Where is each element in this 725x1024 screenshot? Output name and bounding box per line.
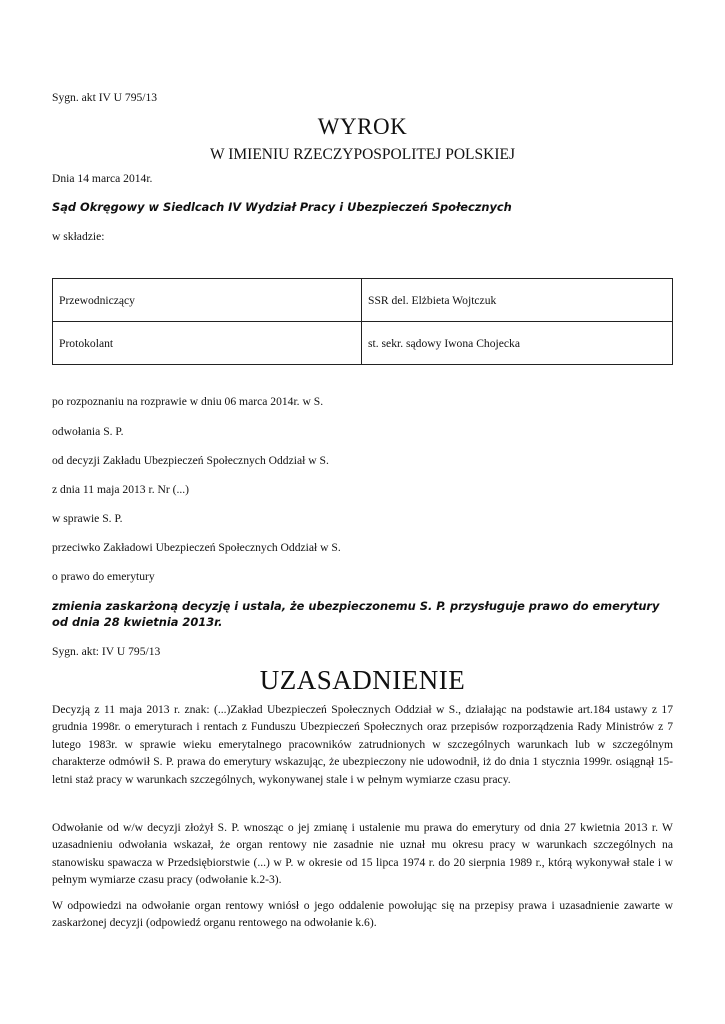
proceedings-line: o prawo do emerytury [52,570,155,583]
proceedings-line: z dnia 11 maja 2013 r. Nr (...) [52,483,190,496]
judgment-title: WYROK [317,114,408,139]
justification-paragraph: W odpowiedzi na odwołanie organ rentowy wniósł o jego oddalenie powołując się na przepisy prawa i uzasadnienie zawarte w zaskarżonej decyzji (odpowiedź organu rentowego na odwołanie k.6). [52,899,673,930]
justification-paragraph: Odwołanie od w/w decyzji złożył S. P. wnosząc o jej zmianę i ustalenie mu prawa do emerytury od dnia 27 kwietnia 2013 r. W uzasadnieniu odwołania wskazał, że organ rentowy nie zasadnie nie uznał mu okresu pracy w warunkach szczególnych na stanowisku spawacza w Przedsiębiorstwie (...) w P. w okresie od 15 lipca 1974 r. do 20 sierpnia 1989 r., którą wykonywał stale i w pełnym wymiarze czasu pracy (odwołanie k.2-3). [52,821,673,887]
role-cell: Protokolant [53,322,362,365]
name-cell: SSR del. Elżbieta Wojtczuk [362,279,673,322]
proceedings-line: w sprawie S. P. [52,512,123,525]
court-name: Sąd Okręgowy w Siedlcach IV Wydział Pracy i Ubezpieczeń Społecznych [52,200,512,214]
composition-table [52,278,673,365]
justification-heading: UZASADNIENIE [259,665,466,695]
name-cell: st. sekr. sądowy Iwona Chojecka [362,322,673,365]
judgment-subtitle: W IMIENIU RZECZYPOSPOLITEJ POLSKIEJ [210,146,515,163]
role-cell: Przewodniczący [53,279,362,322]
operative-part: zmienia zaskarżoną decyzję i ustala, że ubezpieczonemu S. P. przysługuje prawo do emerytury od dnia 28 kwietnia 2013r. [52,599,660,629]
case-number: Sygn. akt IV U 795/13 [52,91,158,104]
justification-paragraph: Decyzją z 11 maja 2013 r. znak: (...)Zakład Ubezpieczeń Społecznych Oddział w S., działając na podstawie art.184 ustawy z 17 grudnia 1998r. o emeryturach i rentach z Funduszu Ubezpieczeń Społecznych oraz przepisów rozporządzenia Rady Ministrów z 7 lutego 1983r. w sprawie wieku emerytalnego pracowników zatrudnionych w szczególnych warunkach lub w szczególnym charakterze odmówił S. P. prawa do emerytury wskazując, że ubezpieczony nie udowodnił, iż do dnia 1 stycznia 1999r. osiągnął 15-letni staż pracy w warunkach szczególnych, wykonywanej stale i w pełnym wymiarze czasu pracy. [52,703,673,786]
table-row [53,279,673,322]
proceedings-line: odwołania S. P. [52,425,124,438]
table-row [53,322,673,365]
proceedings-line: przeciwko Zakładowi Ubezpieczeń Społecznych Oddział w S. [52,541,341,554]
justification-case-number: Sygn. akt: IV U 795/13 [52,645,161,658]
judgment-date: Dnia 14 marca 2014r. [52,172,153,185]
proceedings-line: od decyzji Zakładu Ubezpieczeń Społecznych Oddział w S. [52,454,329,467]
proceedings-line: po rozpoznaniu na rozprawie w dniu 06 marca 2014r. w S. [52,395,324,408]
composition-label: w składzie: [52,230,105,243]
